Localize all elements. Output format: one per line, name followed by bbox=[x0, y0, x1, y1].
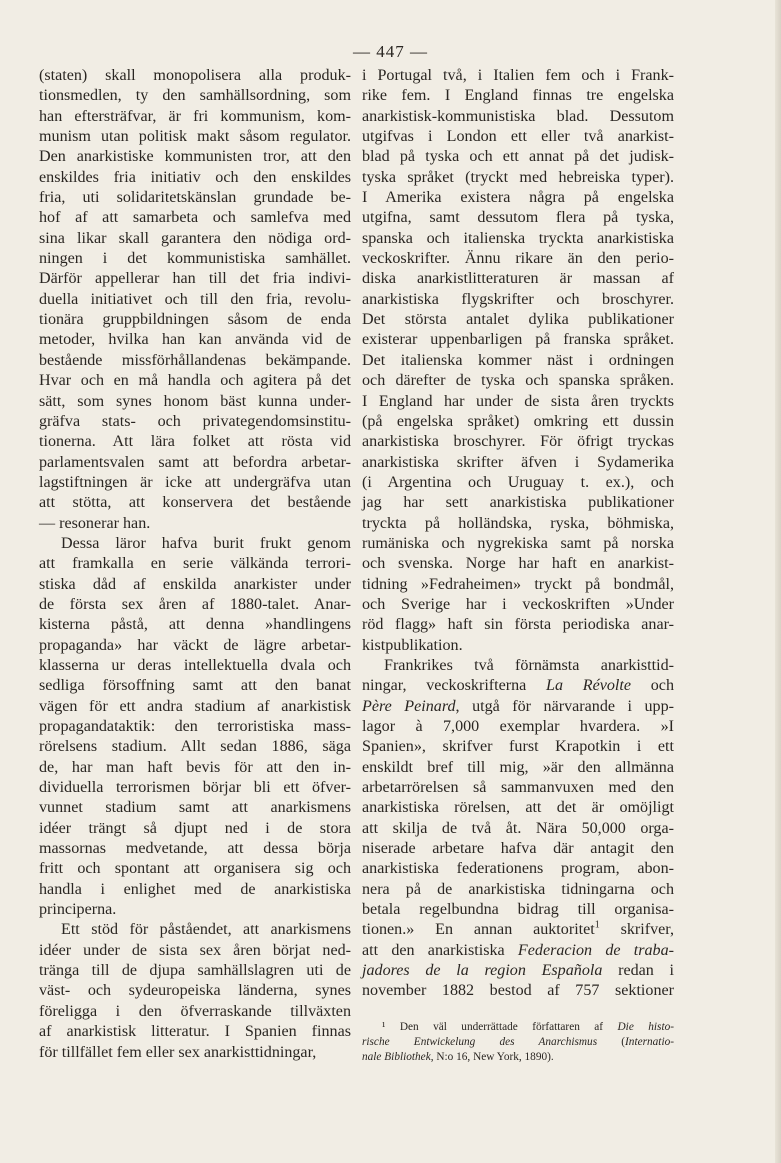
text-line: jadores de la region Española redan i bbox=[362, 962, 674, 980]
text-line: veckoskrifter. Ännu rikare än den perio- bbox=[362, 250, 674, 268]
text-line: existerar uppenbarligen på franska språket. bbox=[362, 331, 674, 349]
text-line: anarkistiska rörelsen, att det är omöjligt bbox=[362, 799, 674, 817]
text-line: föreligga i den öfverraskande tillväxten bbox=[39, 1002, 351, 1020]
text-line: niserade arbetare hafva där antagit den bbox=[362, 840, 674, 858]
left-column bbox=[39, 66, 351, 1063]
text-line: fritt och spontant att organisera sig och bbox=[39, 860, 351, 878]
text-line: idéer trängt så djupt ned i de stora bbox=[39, 819, 351, 837]
text-line: väst- och sydeuropeiska länderna, synes bbox=[39, 982, 351, 1000]
text-line: metoder, hvilka han kan använda vid de bbox=[39, 331, 351, 349]
text-line: och svenska. Norge har haft en anarkist- bbox=[362, 555, 674, 573]
text-line: propaganda» har väckt de lägre arbetar- bbox=[39, 636, 351, 654]
text-line: Hvar och en må handla och agitera på det bbox=[39, 372, 351, 390]
text-line: Ett stöd för påståendet, att anarkismens bbox=[61, 921, 351, 939]
text-line: att skilja de två åt. Nära 50,000 orga- bbox=[362, 819, 674, 837]
text-line: anarkistiska flygskrifter och broschyrer. bbox=[362, 290, 674, 308]
text-line: tionsmedlen, ty den samhällsordning, som bbox=[39, 87, 351, 105]
footnote-line: ¹ Den väl underrättade författaren af Die histo- bbox=[382, 1020, 674, 1033]
text-line: enskildes fria initiativ och den enskildes bbox=[39, 168, 351, 186]
footnote-line: rische Entwickelung des Anarchismus (Internatio- bbox=[362, 1035, 674, 1048]
text-line: Det italienska kommer näst i ordningen bbox=[362, 351, 674, 369]
text-line: I Amerika existera några på engelska bbox=[362, 189, 674, 207]
text-line: anarkistiska federationens program, abon- bbox=[362, 860, 674, 878]
text-line: Den anarkistiske kommunisten tror, att den bbox=[39, 148, 351, 166]
text-line: klasserna ur deras intellektuella dvala och bbox=[39, 656, 351, 674]
text-line: af anarkistisk litteratur. I Spanien finnas bbox=[39, 1023, 351, 1041]
text-line: att framkalla en serie välkända terrori- bbox=[39, 555, 351, 573]
text-line: jag har sett anarkistiska publikationer bbox=[362, 494, 674, 512]
right-column bbox=[362, 66, 674, 1065]
text-line: Père Peinard, utgå för närvarande i upp- bbox=[362, 697, 674, 715]
text-line: anarkistiska broschyrer. För öfrigt tryckas bbox=[362, 433, 674, 451]
text-line: enskildt bref till mig, »är den allmänna bbox=[362, 758, 674, 776]
text-line: blad på tyska och ett annat på det judisk- bbox=[362, 148, 674, 166]
text-line: parlamentsvalen samt att befordra arbetar- bbox=[39, 453, 351, 471]
footnote-line: nale Bibliothek, N:o 16, New York, 1890). bbox=[362, 1050, 554, 1063]
text-line: tränga till de djupa samhällslagren uti de bbox=[39, 962, 351, 980]
text-line: stiska dåd af enskilda anarkister under bbox=[39, 575, 351, 593]
text-line: Därför appellerar han till det fria indivi- bbox=[39, 270, 351, 288]
text-line: propagandataktik: den terroristiska mass- bbox=[39, 718, 351, 735]
text-line: de första sex åren af 1880-talet. Anar- bbox=[39, 595, 351, 613]
text-line: kisterna påstå, att denna »handlingens bbox=[39, 616, 351, 634]
text-line: — resonerar han. bbox=[39, 514, 151, 532]
text-line: gräfva stats- och privategendomsinstitu- bbox=[39, 412, 351, 430]
text-line: tryckta på holländska, ryska, böhmiska, bbox=[362, 514, 674, 532]
text-line: och Sverige har i veckoskriften »Under bbox=[362, 595, 674, 613]
paragraph-continuation bbox=[362, 717, 674, 920]
text-line: arbetarrörelsen så sammanvuxen med den bbox=[362, 779, 674, 797]
text-line: nera på de anarkistiska tidningarna och bbox=[362, 880, 674, 898]
text-line: handla i enlighet med de anarkistiska bbox=[39, 880, 351, 898]
text-line: (på engelska språket) omkring ett dussin bbox=[362, 412, 674, 430]
text-line: anarkistisk-kommunistiska blad. Dessutom bbox=[362, 107, 674, 125]
title-pere-peinard: Père Peinard bbox=[362, 697, 456, 715]
text-line: november 1882 bestod af 757 sektioner bbox=[362, 982, 674, 1000]
text-line: massornas medvetande, att dessa börja bbox=[39, 840, 351, 858]
text-line: de, har man haft bevis för att den in- bbox=[39, 758, 351, 776]
paragraph-publications bbox=[362, 66, 674, 656]
text-line: sina likar skall garantera den nödiga ord- bbox=[39, 229, 351, 247]
text-line: diska anarkistlitteraturen är massan af bbox=[362, 270, 674, 288]
footnote bbox=[362, 1020, 674, 1065]
text-line: spanska och italienska tryckta anarkistiska bbox=[362, 229, 674, 247]
text-line: rumäniska och nygrekiska samt på norska bbox=[362, 534, 674, 552]
text-line: tionerna. Att lära folket att rösta vid bbox=[39, 433, 351, 451]
text-line: att den anarkistiska Federacion de traba- bbox=[362, 941, 675, 959]
text-line: röd flagg» haft sin första periodiska anar- bbox=[362, 616, 674, 634]
text-line: sätt, som synes honom bäst kunna under- bbox=[39, 392, 351, 410]
title-federacion: Federacion de traba- bbox=[517, 941, 675, 959]
text-line: (staten) skall monopolisera alla produk- bbox=[39, 67, 351, 84]
page-number: — 447 — bbox=[353, 42, 428, 61]
text-line: tidning »Fedraheimen» tryckt på bondmål, bbox=[362, 575, 674, 593]
text-line: Frankrikes två förnämsta anarkisttid- bbox=[384, 656, 674, 674]
text-line: fria, uti solidaritetskänslan grundade be- bbox=[39, 189, 351, 207]
text-line: ningen i det kommunistiska samhället. bbox=[39, 250, 351, 268]
text-line: Spanien», skrifver furst Krapotkin i ett bbox=[362, 738, 674, 756]
text-line: ningar, veckoskrifterna La Révolte och bbox=[362, 677, 674, 695]
text-line: vunnet stadium samt att anarkismens bbox=[39, 799, 351, 817]
text-line: sedliga försoffning samt att den banat bbox=[39, 677, 351, 695]
text-line: bestående missförhållandenas bekämpande. bbox=[39, 351, 351, 369]
text-line: utgifvas i London ett eller två anarkist- bbox=[362, 128, 674, 146]
text-line: tionen.» En annan auktoritet$^1$ skrifver, bbox=[362, 920, 675, 939]
text-line: hof af att samarbeta och samlefva med bbox=[39, 209, 351, 227]
text-line: dividuella terrorismen börjar bli ett öfver- bbox=[39, 779, 351, 797]
text-line: vägen för ett andra stadium af anarkistisk bbox=[39, 697, 351, 715]
text-line: han eftersträfvar, är fri kommunism, kom- bbox=[39, 107, 351, 125]
text-line: lagor à 7,000 exemplar hvardera. »I bbox=[362, 718, 674, 735]
text-line: Det största antalet dylika publikationer bbox=[362, 311, 674, 329]
text-line: tionära gruppbildningen såsom de enda bbox=[39, 311, 351, 329]
text-line: rörelsens stadium. Allt sedan 1886, säga bbox=[39, 738, 351, 756]
page-edge-shadow bbox=[775, 0, 781, 1163]
text-line: i Portugal två, i Italien fem och i Frank- bbox=[362, 67, 674, 84]
text-line: och därefter de tyska och spanska språken. bbox=[362, 372, 674, 390]
text-line: idéer under de sista sex åren börjat ned- bbox=[39, 941, 351, 959]
text-line: (i Argentina och Uruguay t. ex.), och bbox=[362, 473, 674, 491]
text-line: principerna. bbox=[39, 901, 117, 919]
text-line: munism utan politisk makt såsom regulator. bbox=[39, 128, 351, 146]
text-line: duella initiativet och till den fria, revolu- bbox=[39, 290, 351, 308]
text-line: för tillfället fem eller sex anarkisttidningar, bbox=[39, 1043, 317, 1061]
text-line: lagstiftningen är icke att undergräfva utan bbox=[39, 473, 351, 491]
text-line: rike fem. I England finnas tre engelska bbox=[362, 87, 674, 105]
text-line: att stötta, att konservera det bestående bbox=[39, 494, 351, 512]
footnote-marker: 1 bbox=[594, 920, 600, 932]
text-line: tyska språket (tryckt med hebreiska typer). bbox=[362, 168, 674, 186]
text-line: kistpublikation. bbox=[362, 636, 463, 654]
text-line: Dessa läror hafva burit frukt genom bbox=[61, 534, 351, 552]
text-line: utgifna, samt dessutom flera på tyska, bbox=[362, 209, 674, 227]
text-line: betala regelbundna bidrag till organisa- bbox=[362, 901, 674, 919]
text-line: anarkistiska skrifter äfven i Sydamerika bbox=[362, 453, 674, 471]
title-la-revolte: La Révolte bbox=[546, 677, 632, 695]
text-line: I England har under de sista åren tryckts bbox=[362, 392, 674, 410]
